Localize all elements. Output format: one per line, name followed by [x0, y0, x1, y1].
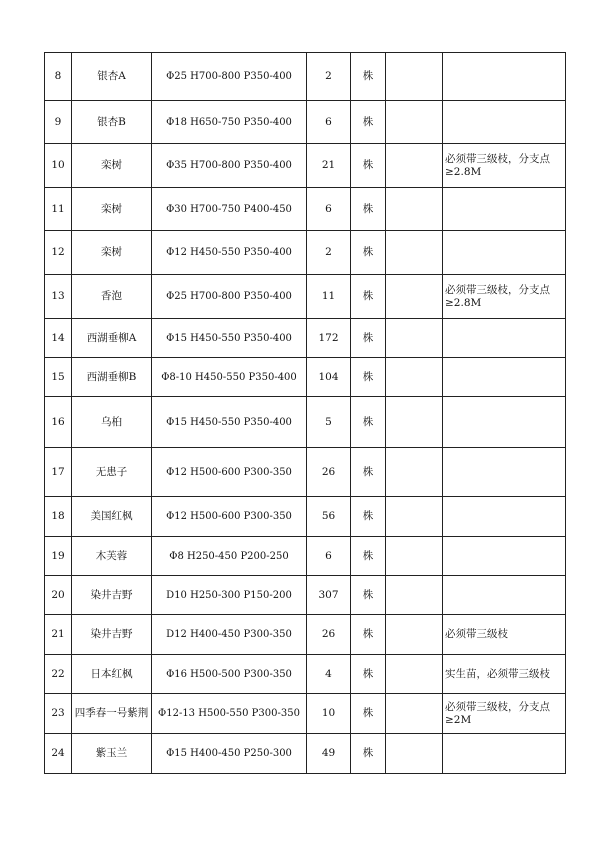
plant-name: 栾树: [72, 144, 152, 188]
price-cell: [386, 537, 443, 576]
plant-spec: Φ30 H700-750 P400-450: [152, 188, 307, 231]
table-row: [45, 397, 566, 448]
plant-spec: Φ18 H650-750 P350-400: [152, 101, 307, 144]
table-row: [45, 53, 566, 101]
price-cell: [386, 694, 443, 734]
plant-name: 栾树: [72, 188, 152, 231]
plant-spec: Φ15 H450-550 P350-400: [152, 319, 307, 358]
remark: 实生苗，必须带三级枝: [443, 655, 566, 694]
plant-spec: Φ8-10 H450-550 P350-400: [152, 358, 307, 397]
plant-spec: Φ12-13 H500-550 P300-350: [152, 694, 307, 734]
table-row: [45, 448, 566, 497]
table-row: [45, 537, 566, 576]
plant-name: 栾树: [72, 231, 152, 275]
quantity: 172: [307, 319, 351, 358]
remark: [443, 497, 566, 537]
table-row: [45, 188, 566, 231]
plant-spec: Φ15 H400-450 P250-300: [152, 734, 307, 774]
remark: [443, 101, 566, 144]
quantity: 2: [307, 231, 351, 275]
table-row: [45, 734, 566, 774]
unit: 株: [351, 188, 386, 231]
price-cell: [386, 319, 443, 358]
plant-name: 香泡: [72, 275, 152, 319]
plant-spec: Φ35 H700-800 P350-400: [152, 144, 307, 188]
row-number: 19: [45, 537, 72, 576]
quantity: 6: [307, 101, 351, 144]
plant-spec: Φ8 H250-450 P200-250: [152, 537, 307, 576]
unit: 株: [351, 734, 386, 774]
quantity: 26: [307, 448, 351, 497]
price-cell: [386, 188, 443, 231]
plant-spec: Φ12 H500-600 P300-350: [152, 497, 307, 537]
unit: 株: [351, 694, 386, 734]
quantity: 2: [307, 53, 351, 101]
plant-name: 乌桕: [72, 397, 152, 448]
price-cell: [386, 497, 443, 537]
plant-name: 西湖垂柳A: [72, 319, 152, 358]
table-row: [45, 358, 566, 397]
row-number: 11: [45, 188, 72, 231]
price-cell: [386, 275, 443, 319]
plant-spec: D12 H400-450 P300-350: [152, 615, 307, 655]
table-row: [45, 144, 566, 188]
unit: 株: [351, 275, 386, 319]
plant-name: 日本红枫: [72, 655, 152, 694]
remark: 必须带三级枝: [443, 615, 566, 655]
quantity: 10: [307, 694, 351, 734]
table-row: [45, 101, 566, 144]
quantity: 6: [307, 188, 351, 231]
price-cell: [386, 101, 443, 144]
remark: [443, 231, 566, 275]
unit: 株: [351, 144, 386, 188]
remark: [443, 448, 566, 497]
price-cell: [386, 53, 443, 101]
plant-spec: Φ16 H500-500 P300-350: [152, 655, 307, 694]
remark: 必须带三级枝，分支点≥2.8M: [443, 275, 566, 319]
quantity: 104: [307, 358, 351, 397]
row-number: 15: [45, 358, 72, 397]
price-cell: [386, 576, 443, 615]
remark: 必须带三级枝，分支点≥2M: [443, 694, 566, 734]
plant-name: 染井吉野: [72, 576, 152, 615]
table-row: [45, 497, 566, 537]
row-number: 24: [45, 734, 72, 774]
table-row: [45, 576, 566, 615]
table-row: [45, 694, 566, 734]
row-number: 13: [45, 275, 72, 319]
table-row: [45, 275, 566, 319]
table-row: [45, 615, 566, 655]
remark: [443, 319, 566, 358]
row-number: 10: [45, 144, 72, 188]
plant-list-table: [44, 52, 566, 774]
unit: 株: [351, 358, 386, 397]
row-number: 22: [45, 655, 72, 694]
quantity: 5: [307, 397, 351, 448]
price-cell: [386, 144, 443, 188]
remark: [443, 53, 566, 101]
price-cell: [386, 397, 443, 448]
unit: 株: [351, 655, 386, 694]
plant-name: 无患子: [72, 448, 152, 497]
plant-spec: Φ15 H450-550 P350-400: [152, 397, 307, 448]
unit: 株: [351, 576, 386, 615]
row-number: 23: [45, 694, 72, 734]
quantity: 307: [307, 576, 351, 615]
row-number: 16: [45, 397, 72, 448]
remark: [443, 358, 566, 397]
remark: [443, 188, 566, 231]
price-cell: [386, 655, 443, 694]
row-number: 14: [45, 319, 72, 358]
unit: 株: [351, 448, 386, 497]
plant-name: 银杏B: [72, 101, 152, 144]
remark: [443, 734, 566, 774]
remark: [443, 576, 566, 615]
plant-name: 美国红枫: [72, 497, 152, 537]
unit: 株: [351, 397, 386, 448]
unit: 株: [351, 615, 386, 655]
quantity: 56: [307, 497, 351, 537]
row-number: 17: [45, 448, 72, 497]
row-number: 12: [45, 231, 72, 275]
remark: [443, 537, 566, 576]
table-row: [45, 655, 566, 694]
quantity: 4: [307, 655, 351, 694]
plant-spec: Φ12 H500-600 P300-350: [152, 448, 307, 497]
unit: 株: [351, 53, 386, 101]
table-row: [45, 319, 566, 358]
price-cell: [386, 448, 443, 497]
plant-name: 西湖垂柳B: [72, 358, 152, 397]
unit: 株: [351, 101, 386, 144]
plant-name: 四季春一号紫荆: [72, 694, 152, 734]
quantity: 11: [307, 275, 351, 319]
price-cell: [386, 734, 443, 774]
plant-spec: Φ25 H700-800 P350-400: [152, 275, 307, 319]
plant-name: 银杏A: [72, 53, 152, 101]
plant-spec: Φ25 H700-800 P350-400: [152, 53, 307, 101]
table-row: [45, 231, 566, 275]
quantity: 49: [307, 734, 351, 774]
quantity: 26: [307, 615, 351, 655]
price-cell: [386, 231, 443, 275]
plant-name: 紫玉兰: [72, 734, 152, 774]
plant-spec: D10 H250-300 P150-200: [152, 576, 307, 615]
unit: 株: [351, 537, 386, 576]
unit: 株: [351, 497, 386, 537]
row-number: 9: [45, 101, 72, 144]
row-number: 21: [45, 615, 72, 655]
quantity: 6: [307, 537, 351, 576]
plant-spec: Φ12 H450-550 P350-400: [152, 231, 307, 275]
remark: [443, 397, 566, 448]
row-number: 20: [45, 576, 72, 615]
price-cell: [386, 615, 443, 655]
unit: 株: [351, 231, 386, 275]
row-number: 18: [45, 497, 72, 537]
row-number: 8: [45, 53, 72, 101]
price-cell: [386, 358, 443, 397]
quantity: 21: [307, 144, 351, 188]
remark: 必须带三级枝，分支点≥2.8M: [443, 144, 566, 188]
plant-name: 染井吉野: [72, 615, 152, 655]
unit: 株: [351, 319, 386, 358]
plant-name: 木芙蓉: [72, 537, 152, 576]
